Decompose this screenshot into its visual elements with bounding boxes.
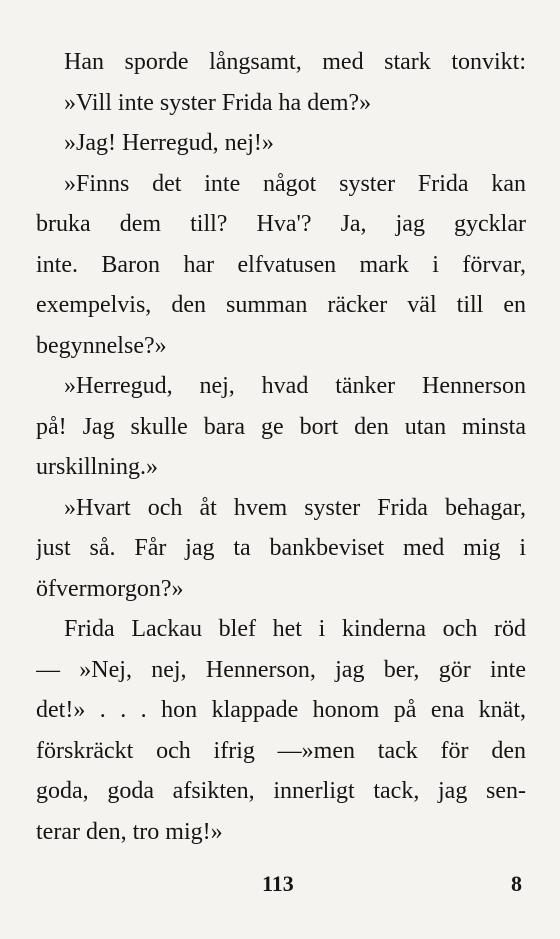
text-line: det!» . . . hon klappade honom på ena knät, xyxy=(36,697,526,723)
text-line: — »Nej, nej, Hennerson, jag ber, gör inte xyxy=(36,656,526,683)
text-line: Frida Lackau blef het i kinderna och röd xyxy=(64,616,526,642)
text-line: »Hvart och åt hvem syster Frida behagar, xyxy=(64,494,526,521)
text-line: Han sporde långsamt, med stark tonvikt: xyxy=(64,49,526,75)
text-line: inte. Baron har elfvatusen mark i förvar, xyxy=(36,251,526,278)
text-line: just så. Får jag ta bankbeviset med mig i xyxy=(36,535,526,561)
text-line: urskillning.» xyxy=(36,454,159,480)
text-line: »Vill inte syster Frida ha dem?» xyxy=(64,89,372,116)
text-line: »Jag! Herregud, nej!» xyxy=(64,130,274,156)
text-line: bruka dem till? Hva'? Ja, jag gycklar xyxy=(36,211,526,237)
text-line: på! Jag skulle bara ge bort den utan minsta xyxy=(36,413,526,440)
text-line: »Herregud, nej, hvad tänker Hennerson xyxy=(64,373,526,399)
signature-mark: 8 xyxy=(511,871,522,896)
text-line: »Finns det inte något syster Frida kan xyxy=(64,170,526,197)
text-line: terar den, tro mig!» xyxy=(36,818,223,845)
text-line: exempelvis, den summan räcker väl till en xyxy=(36,292,526,318)
text-line: begynnelse?» xyxy=(36,332,167,359)
page-body-text xyxy=(36,42,526,852)
text-line: goda, goda afsikten, innerligt tack, jag sen- xyxy=(36,778,526,804)
page-number: 113 xyxy=(262,871,294,896)
text-line: öfvermorgon?» xyxy=(36,575,184,602)
text-line: förskräckt och ifrig —»men tack för den xyxy=(36,737,526,764)
